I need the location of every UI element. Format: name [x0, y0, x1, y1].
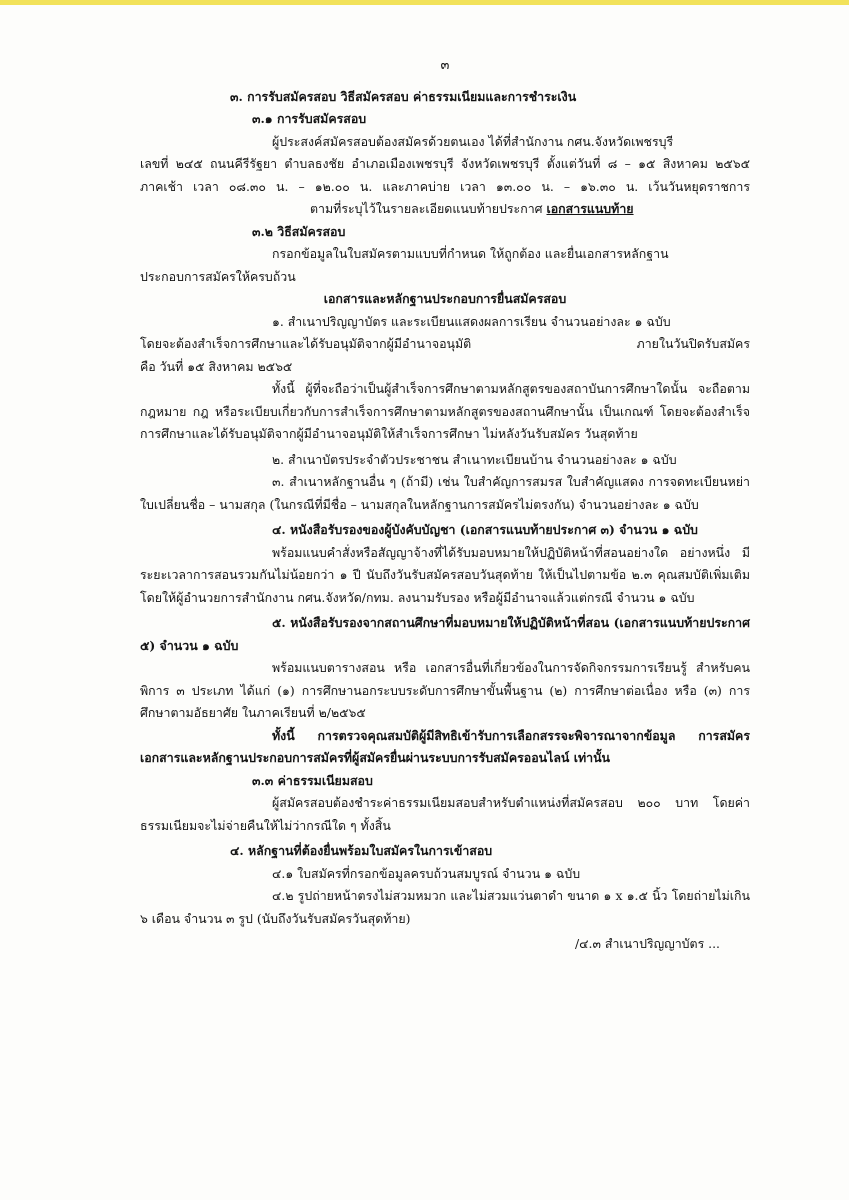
fee-paragraph: ผู้สมัครสอบต้องชำระค่าธรรมเนียมสอบสำหรับตำแหน่งที่สมัครสอบ ๒๐๐ บาท โดยค่าธรรมเนียมจะไม่จ่ายคืนให้ไม่ว่ากรณีใด ๆ ทั้งสิ้น: [140, 795, 750, 833]
doc-item-4-note: พร้อมแนบคำสั่งหรือสัญญาจ้างที่ได้รับมอบหมายให้ปฏิบัติหน้าที่สอนอย่างใด อย่างหนึ่ง มีระยะเวลาการสอนรวมกันไม่น้อยกว่า ๑ ปี นับถึงวันรับสมัครสอบวันสุดท้าย ให้เป็นไปตามข้อ ๒.๓ คุณสมบัติเพิ่มเติม โดยให้ผู้อำนวยการสำนักงาน กศน.จังหวัด/กทม. ลงนามรับรอง หรือผู้มีอำนาจแล้วแต่กรณี จำนวน ๑ ฉบับ: [140, 544, 750, 605]
documents-heading: เอกสารและหลักฐานประกอบการยื่นสมัครสอบ: [323, 291, 567, 306]
doc-item-1-line-2: โดยจะต้องสำเร็จการศึกษาและได้รับอนุมัติจากผู้มีอำนาจอนุมัติ ภายในวันปิดรับสมัคร: [140, 336, 750, 351]
qualification-note: ทั้งนี้ การตรวจคุณสมบัติผู้มีสิทธิเข้ารับการเลือกสรรจะพิจารณาจากข้อมูล การสมัคร เอกสารและหลักฐานประกอบการสมัครที่ผู้สมัครยื่นผ่านระบบการรับสมัครออนไลน์ เท่านั้น: [140, 727, 750, 765]
page-number: ๓: [440, 58, 450, 73]
doc-item-2: ๒. สำเนาบัตรประจำตัวประชาชน สำเนาทะเบียนบ้าน จำนวนอย่างละ ๑ ฉบับ: [272, 451, 677, 467]
section-3-heading: ๓. การรับสมัครสอบ วิธีสมัครสอบ ค่าธรรมเนียมและการชำระเงิน: [230, 88, 577, 104]
doc-item-4: ๔. หนังสือรับรองของผู้บังคับบัญชา (เอกสารแนบท้ายประกาศ ๓) จำนวน ๑ ฉบับ: [272, 522, 698, 537]
section-3-1-heading: ๓.๑ การรับสมัครสอบ: [252, 111, 367, 126]
section-3-1-line-1: ผู้ประสงค์สมัครสอบต้องสมัครด้วยตนเอง ได้ที่สำนักงาน กศน.จังหวัดเพชรบุรี: [272, 133, 674, 149]
section-3-1-line-4: [140, 198, 750, 221]
section-3-2-heading: ๓.๒ วิธีสมัครสอบ: [252, 223, 346, 239]
doc-item-5: ๕. หนังสือรับรองจากสถานศึกษาที่มอบหมายให้ปฏิบัติหน้าที่สอน (เอกสารแนบท้ายประกาศ ๕) จำนวน ๑ ฉบับ: [140, 615, 750, 653]
doc-item-3: ๓. สำเนาหลักฐานอื่น ๆ (ถ้ามี) เช่น ใบสำคัญการสมรส ใบสำคัญแสดง การจดทะเบียนหย่า ใบเปลี่ยนชื่อ – นามสกุล (ในกรณีที่มีชื่อ – นามสกุลในหลักฐานการสมัครไม่ตรงกัน) จำนวนอย่างละ ๑ ฉบับ: [140, 474, 750, 512]
section-3-1-line-3: ภาคเช้า เวลา ๐๘.๓๐ น. – ๑๒.๐๐ น. และภาคบ่าย เวลา ๑๓.๐๐ น. – ๑๖.๓๐ น. เว้นวันหยุดราชการ: [140, 178, 750, 194]
section-3-3-heading: ๓.๓ ค่าธรรมเนียมสอบ: [252, 772, 373, 788]
section-3-2-line-2: ประกอบการสมัครให้ครบถ้วน: [140, 268, 296, 284]
section-4-heading: ๔. หลักฐานที่ต้องยื่นพร้อมใบสมัครในการเข้าสอบ: [230, 843, 493, 858]
doc-item-5-note: พร้อมแนบตารางสอน หรือ เอกสารอื่นที่เกี่ยวข้องในการจัดกิจกรรมการเรียนรู้ สำหรับคนพิการ ๓ ประเภท ได้แก่ (๑) การศึกษานอกระบบระดับการศึกษาขั้นพื้นฐาน (๒) การศึกษาต่อเนื่อง หรือ (๓) การศึกษาตามอัธยาศัย ในภาคเรียนที่ ๒/๒๕๖๕: [140, 660, 750, 720]
document-page: [140, 55, 750, 1165]
continuation-note: /๔.๓ สำเนาปริญญาบัตร ...: [575, 936, 720, 951]
attachment-ref-text: ตามที่ระบุไว้ในรายละเอียดแนบท้ายประกาศ: [310, 201, 543, 216]
section-4-item-1: ๔.๑ ใบสมัครที่กรอกข้อมูลครบถ้วนสมบูรณ์ จำนวน ๑ ฉบับ: [272, 865, 581, 881]
section-3-2-line-1: กรอกข้อมูลในใบสมัครตามแบบที่กำหนด ให้ถูกต้อง และยื่นเอกสารหลักฐาน: [272, 246, 669, 261]
section-3-1-line-2: เลขที่ ๒๔๕ ถนนคีรีรัฐยา ตำบลธงชัย อำเภอเมืองเพชรบุรี จังหวัดเพชรบุรี ตั้งแต่วันที่ ๘ – ๑๕ สิงหาคม ๒๕๖๕: [140, 156, 750, 171]
doc-item-1-line-1: ๑. สำเนาปริญญาบัตร และระเบียนแสดงผลการเรียน จำนวนอย่างละ ๑ ฉบับ: [272, 313, 671, 329]
doc-item-1-line-3: คือ วันที่ ๑๕ สิงหาคม ๒๕๖๕: [140, 358, 293, 374]
top-edge-strip: [0, 0, 849, 5]
graduation-note: ทั้งนี้ ผู้ที่จะถือว่าเป็นผู้สำเร็จการศึกษาตามหลักสูตรของสถาบันการศึกษาใดนั้น จะถือตามกฎหมาย กฎ หรือระเบียบเกี่ยวกับการสำเร็จการศึกษาตามหลักสูตรของสถานศึกษานั้น เป็นเกณฑ์ โดยจะต้องสำเร็จการศึกษาและได้รับอนุมัติจากผู้มีอำนาจอนุมัติให้สำเร็จการศึกษา ไม่หลังวันรับสมัคร วันสุดท้าย: [140, 381, 750, 441]
section-4-item-2: ๔.๒ รูปถ่ายหน้าตรงไม่สวมหมวก และไม่สวมแว่นตาดำ ขนาด ๑ x ๑.๕ นิ้ว โดยถ่ายไม่เกิน ๖ เดือน จำนวน ๓ รูป (นับถึงวันรับสมัครวันสุดท้าย): [140, 888, 750, 926]
attachment-ref-link: เอกสารแนบท้าย: [546, 201, 634, 216]
